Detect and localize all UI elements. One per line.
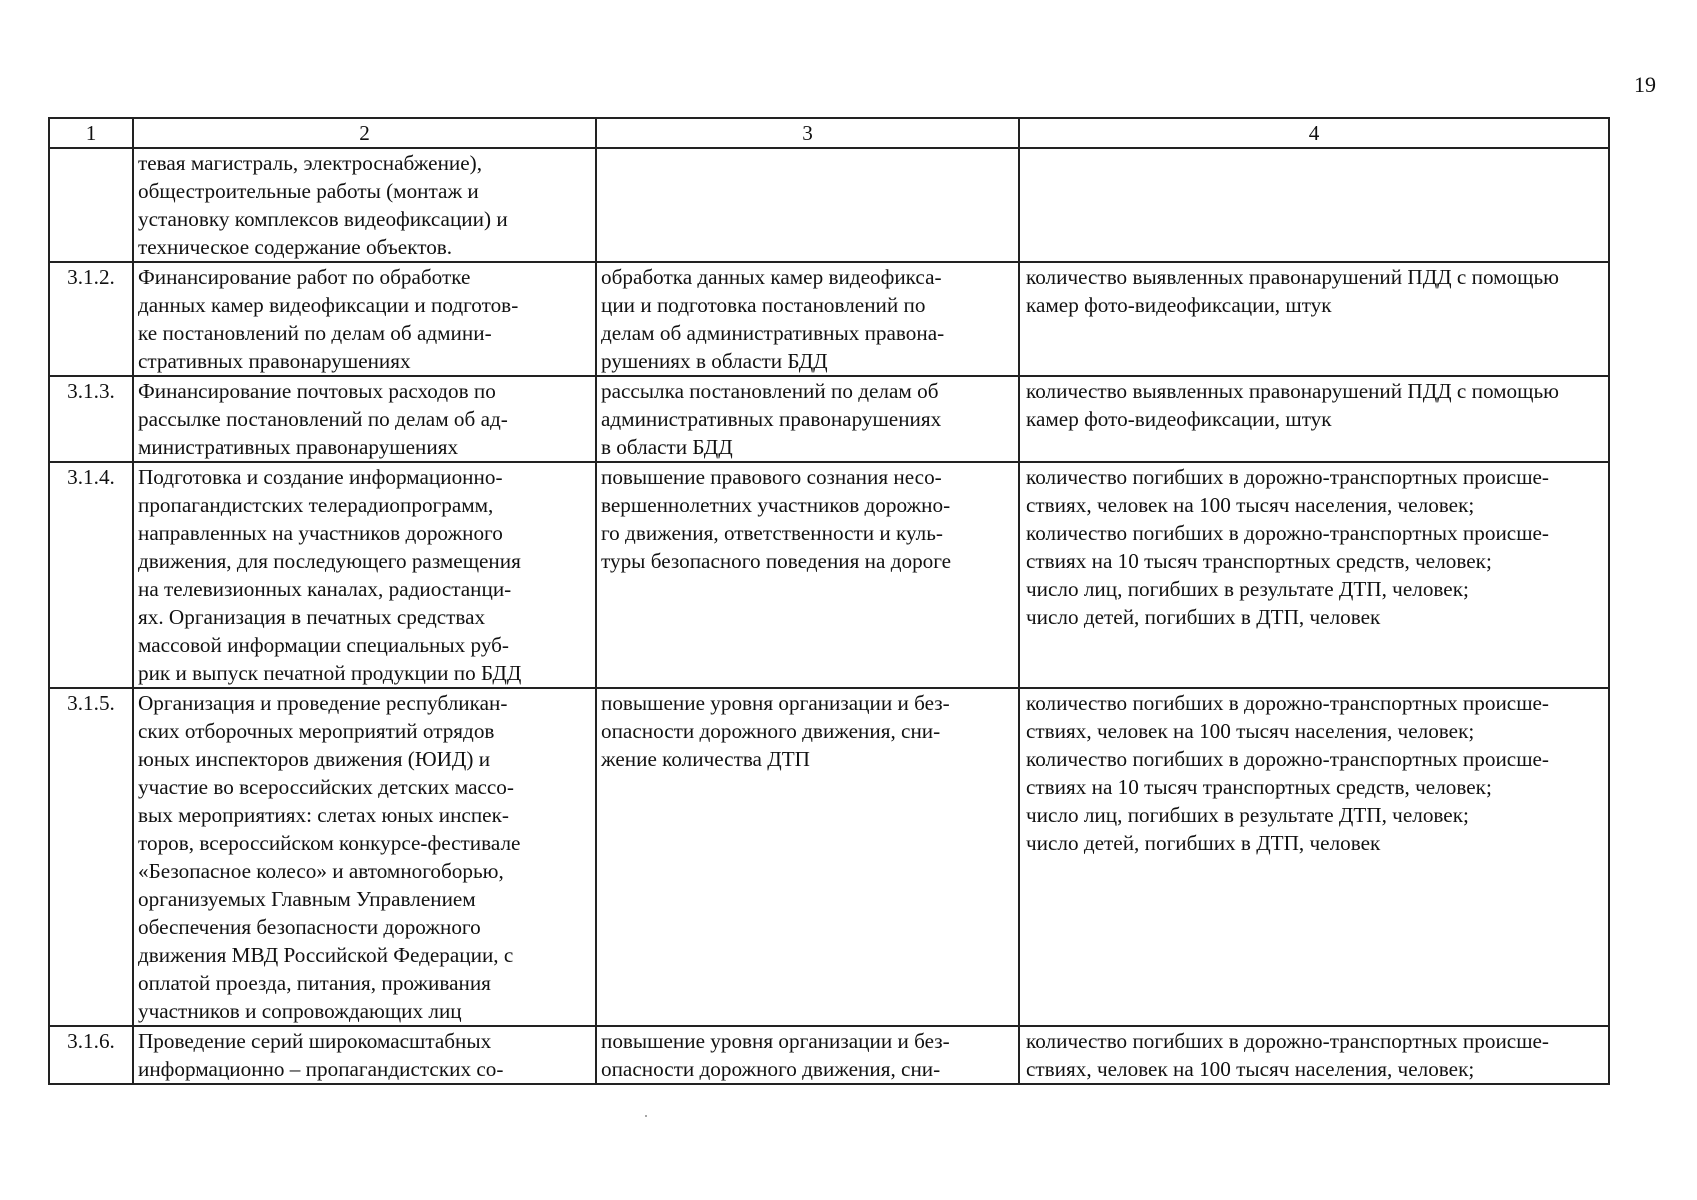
cell-text-line: ях. Организация в печатных средствах: [138, 605, 486, 629]
cell-text-line: информационно – пропагандистских со-: [138, 1057, 504, 1081]
measure-name-cell: [133, 262, 596, 376]
measure-name-cell: [133, 148, 596, 262]
cell-text-line: «Безопасное колесо» и автомногоборью,: [138, 859, 504, 883]
cell-text-line: на телевизионных каналах, радиостанци-: [138, 577, 512, 601]
indicator-cell: [1019, 376, 1609, 462]
indicator-cell: [1019, 148, 1609, 262]
header-col-2: 2: [133, 118, 596, 148]
cell-text-line: го движения, ответственности и куль-: [601, 521, 943, 545]
cell-text-line: вых мероприятиях: слетах юных инспек-: [138, 803, 509, 827]
result-cell: [596, 688, 1019, 1026]
header-row: [49, 118, 1609, 148]
measure-name-cell: [133, 688, 596, 1026]
header-col-1: 1: [49, 118, 133, 148]
cell-text-line: опасности дорожного движения, сни-: [601, 719, 941, 743]
cell-text-line: в области БДД: [601, 435, 733, 459]
cell-text-line: опасности дорожного движения, сни-: [601, 1057, 941, 1081]
cell-text-line: Подготовка и создание информационно-: [138, 465, 503, 489]
cell-text-line: направленных на участников дорожного: [138, 521, 503, 545]
cell-text-line: ке постановлений по делам об админи-: [138, 321, 492, 345]
cell-text-line: оплатой проезда, питания, проживания: [138, 971, 491, 995]
cell-text-line: повышение уровня организации и без-: [601, 691, 950, 715]
cell-text-line: количество выявленных правонарушений ПДД с помощью: [1026, 265, 1559, 289]
cell-text-line: тевая магистраль, электроснабжение),: [138, 151, 482, 175]
cell-text-line: стративных правонарушениях: [138, 349, 411, 373]
table-row: [49, 688, 1609, 1026]
cell-text-line: рушениях в области БДД: [601, 349, 828, 373]
cell-text-line: рассылке постановлений по делам об ад-: [138, 407, 508, 431]
cell-text-line: обеспечения безопасности дорожного: [138, 915, 481, 939]
cell-text-line: ствиях, человек на 100 тысяч населения, человек;: [1026, 719, 1475, 743]
result-cell: [596, 462, 1019, 688]
cell-text-line: число лиц, погибших в результате ДТП, человек;: [1026, 577, 1469, 601]
table-row: [49, 376, 1609, 462]
cell-text-line: повышение уровня организации и без-: [601, 1029, 950, 1053]
cell-text-line: юных инспекторов движения (ЮИД) и: [138, 747, 491, 771]
cell-text-line: Финансирование почтовых расходов по: [138, 379, 496, 403]
cell-text-line: административных правонарушениях: [601, 407, 942, 431]
table-row: [49, 262, 1609, 376]
result-cell: [596, 148, 1019, 262]
table-row: [49, 462, 1609, 688]
cell-text-line: рик и выпуск печатной продукции по БДД: [138, 661, 522, 685]
cell-text-line: ствиях на 10 тысяч транспортных средств, человек;: [1026, 549, 1492, 573]
cell-text-line: министративных правонарушениях: [138, 435, 459, 459]
cell-text-line: вершеннолетних участников дорожно-: [601, 493, 951, 517]
cell-text-line: движения, для последующего размещения: [138, 549, 521, 573]
result-cell: [596, 376, 1019, 462]
cell-text-line: движения МВД Российской Федерации, с: [138, 943, 514, 967]
result-cell: [596, 262, 1019, 376]
cell-text-line: обработка данных камер видеофикса-: [601, 265, 942, 289]
indicator-cell: [1019, 1026, 1609, 1084]
header-col-3: 3: [596, 118, 1019, 148]
cell-text-line: организуемых Главным Управлением: [138, 887, 476, 911]
scan-dot: [645, 1115, 647, 1117]
cell-text-line: рассылка постановлений по делам об: [601, 379, 939, 403]
cell-text-line: число детей, погибших в ДТП, человек: [1026, 831, 1381, 855]
cell-text-line: туры безопасного поведения на дороге: [601, 549, 952, 573]
cell-text-line: камер фото-видеофиксации, штук: [1026, 293, 1332, 317]
row-number: 3.1.2.: [49, 262, 133, 376]
cell-text-line: количество выявленных правонарушений ПДД с помощью: [1026, 379, 1559, 403]
cell-text-line: техническое содержание объектов.: [138, 235, 453, 259]
measures-table: [48, 117, 1610, 1085]
measure-name-cell: [133, 462, 596, 688]
cell-text-line: участие во всероссийских детских массо-: [138, 775, 514, 799]
cell-text-line: ствиях, человек на 100 тысяч населения, человек;: [1026, 493, 1475, 517]
cell-text-line: количество погибших в дорожно-транспортных происше-: [1026, 465, 1549, 489]
cell-text-line: камер фото-видеофиксации, штук: [1026, 407, 1332, 431]
indicator-cell: [1019, 688, 1609, 1026]
cell-text-line: ских отборочных мероприятий отрядов: [138, 719, 495, 743]
cell-text-line: торов, всероссийском конкурсе-фестивале: [138, 831, 521, 855]
cell-text-line: число детей, погибших в ДТП, человек: [1026, 605, 1381, 629]
cell-text-line: делам об административных правона-: [601, 321, 945, 345]
row-number: [49, 148, 133, 262]
row-number: 3.1.6.: [49, 1026, 133, 1084]
row-number: 3.1.5.: [49, 688, 133, 1026]
cell-text-line: жение количества ДТП: [601, 747, 810, 771]
cell-text-line: Проведение серий широкомасштабных: [138, 1029, 492, 1053]
cell-text-line: количество погибших в дорожно-транспортных происше-: [1026, 747, 1549, 771]
row-number: 3.1.3.: [49, 376, 133, 462]
cell-text-line: пропагандистских телерадиопрограмм,: [138, 493, 494, 517]
cell-text-line: участников и сопровождающих лиц: [138, 999, 462, 1023]
cell-text-line: ции и подготовка постановлений по: [601, 293, 926, 317]
indicator-cell: [1019, 462, 1609, 688]
cell-text-line: общестроительные работы (монтаж и: [138, 179, 479, 203]
cell-text-line: данных камер видеофиксации и подготов-: [138, 293, 519, 317]
cell-text-line: ствиях на 10 тысяч транспортных средств, человек;: [1026, 775, 1492, 799]
page-number: 19: [1634, 72, 1656, 97]
cell-text-line: количество погибших в дорожно-транспортных происше-: [1026, 521, 1549, 545]
table-row: [49, 1026, 1609, 1084]
cell-text-line: установку комплексов видеофиксации) и: [138, 207, 508, 231]
table-row: [49, 148, 1609, 262]
table-body: [49, 148, 1609, 1084]
cell-text-line: повышение правового сознания несо-: [601, 465, 942, 489]
cell-text-line: число лиц, погибших в результате ДТП, человек;: [1026, 803, 1469, 827]
cell-text-line: массовой информации специальных руб-: [138, 633, 509, 657]
cell-text-line: количество погибших в дорожно-транспортных происше-: [1026, 1029, 1549, 1053]
cell-text-line: Финансирование работ по обработке: [138, 265, 471, 289]
indicator-cell: [1019, 262, 1609, 376]
row-number: 3.1.4.: [49, 462, 133, 688]
cell-text-line: Организация и проведение республикан-: [138, 691, 508, 715]
measure-name-cell: [133, 1026, 596, 1084]
cell-text-line: количество погибших в дорожно-транспортных происше-: [1026, 691, 1549, 715]
header-col-4: 4: [1019, 118, 1609, 148]
measure-name-cell: [133, 376, 596, 462]
cell-text-line: ствиях, человек на 100 тысяч населения, человек;: [1026, 1057, 1475, 1081]
result-cell: [596, 1026, 1019, 1084]
